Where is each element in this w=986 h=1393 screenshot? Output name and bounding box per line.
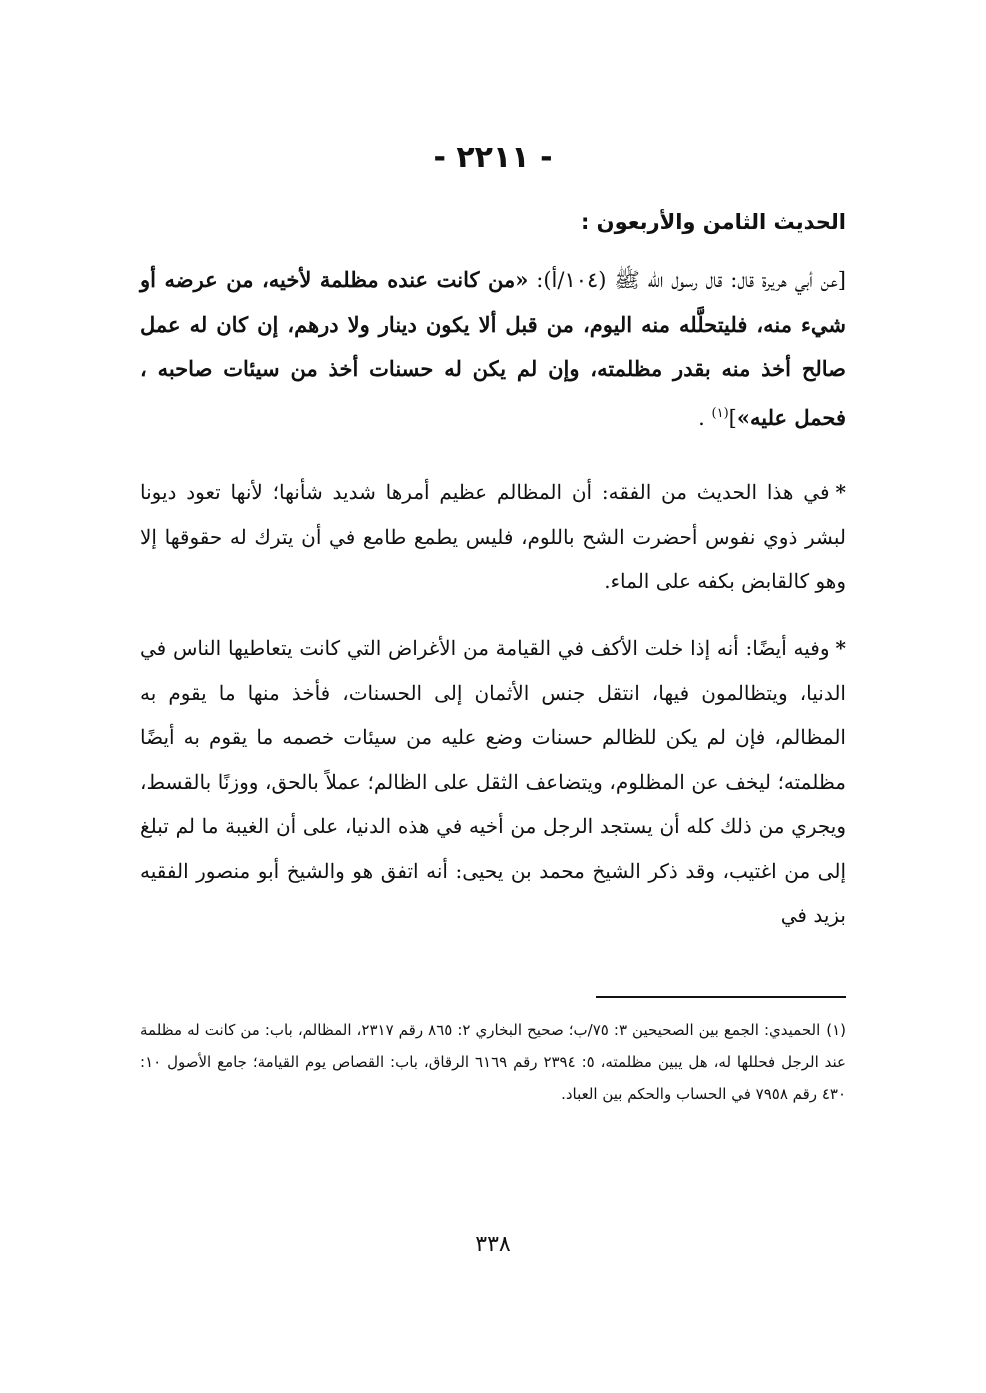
paragraph-marker: * [835, 636, 846, 660]
document-page [140, 0, 846, 1393]
hadith-number: - ٢٢١١ - [433, 140, 553, 175]
footnote [140, 1014, 846, 1110]
footnote-text: الحميدي: الجمع بين الصحيحين ٣: ٧٥/ب؛ صحيح البخاري ٢: ٨٦٥ رقم ٢٣١٧، المظالم، باب: من كانت له مظلمة عند الرجل فحللها له، هل يبين مظلمته، ٥: ٢٣٩٤ رقم ٦١٦٩ الرقاق، باب: القصاص يوم القيامة؛ جامع الأصول ١٠: ٤٣٠ رقم ٧٩٥٨ في الحساب والحكم بين العباد. [140, 1021, 846, 1103]
hadith-end: . [698, 405, 712, 430]
footnote-reference: (١) [711, 405, 729, 421]
footnote-marker: (١) [826, 1021, 847, 1039]
page-number: ٣٣٨ [475, 1232, 511, 1257]
hadith-text [140, 258, 846, 440]
commentary-paragraph-2 [140, 626, 846, 938]
paragraph-text: وفيه أيضًا: أنه إذا خلت الأكف في القيامة من الأغراض التي كانت يتعاطيها الناس في الدنيا، ويتظالمون فيها، انتقل جنس الأثمان إلى الحسنات، فأخذ منها ما يقوم به المظالم، فإن لم يكن للظالم حسنات وضع عليه من سيئات خصمه ما يقوم به أيضًا مظلمته؛ ليخف عن المظلوم، ويتضاعف الثقل على الظالم؛ عملاً بالحق، ووزنًا بالقسط، ويجري من ذلك كله أن يستجد الرجل من أخيه في هذه الدنيا، على أن الغيبة ما لم تبلغ إلى من اغتيب، وقد ذكر الشيخ محمد بن يحيى: أنه اتفق هو والشيخ أبو منصور الفقيه بزيد في [140, 636, 846, 927]
hadith-intro: [عن أبي هريرة قال: قال رسول الله ﷺ (١٠٤/أ): [536, 268, 846, 292]
hadith-closing-bracket: ] [728, 405, 737, 430]
commentary-paragraph-1 [140, 470, 846, 604]
hadith-heading: الحديث الثامن والأربعون : [580, 210, 846, 234]
hadith-matn: «من كانت عنده مظلمة لأخيه، من عرضه أو شيء منه، فليتحلَّله منه اليوم، من قبل ألا يكون دينار ولا درهم، إن كان له عمل صالح أخذ منه بقدر مظلمته، وإن لم يكن له حسنات أخذ من سيئات صاحبه ، فحمل عليه» [140, 267, 846, 430]
paragraph-text: في هذا الحديث من الفقه: أن المظالم عظيم أمرها شديد شأنها؛ لأنها تعود ديونا لبشر ذوي نفوس أحضرت الشح باللوم، فليس يطمع طامع في أن يترك له حقوقها إلا وهو كالقابض بكفه على الماء. [140, 480, 846, 593]
paragraph-marker: * [835, 480, 846, 504]
footnote-divider [596, 996, 846, 998]
